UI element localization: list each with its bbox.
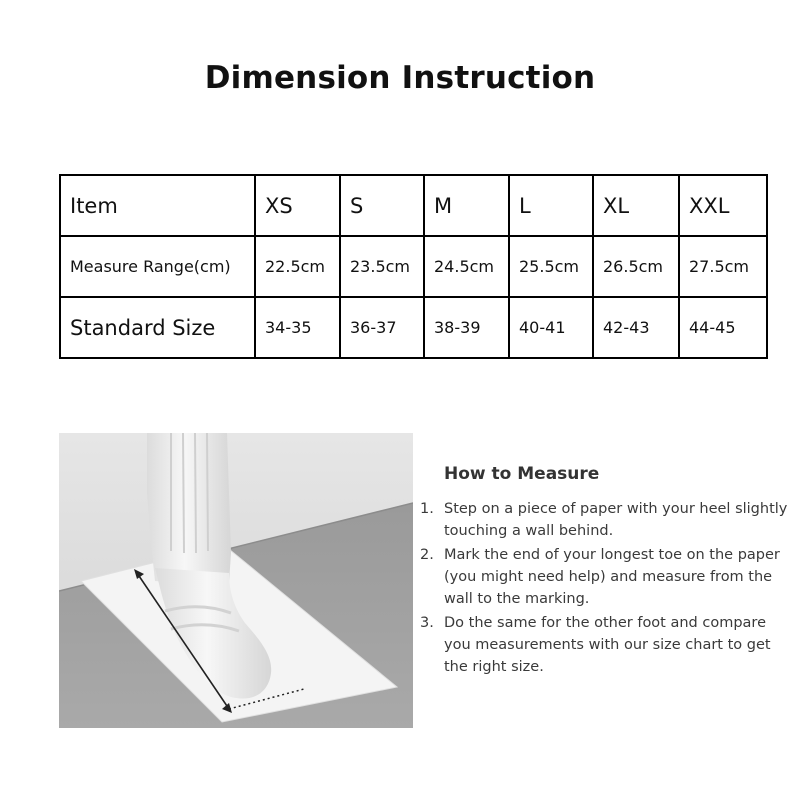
step-text: Mark the end of your longest toe on the paper (you might need help) and measure from the wall to the marking. — [444, 547, 780, 607]
instruction-step-2 — [420, 544, 795, 610]
row-label-standard-size: Standard Size — [60, 297, 255, 358]
table-cell: 34-35 — [255, 297, 340, 358]
table-cell: 44-45 — [679, 297, 767, 358]
table-cell: 25.5cm — [509, 236, 593, 297]
table-cell: 40-41 — [509, 297, 593, 358]
step-text: Do the same for the other foot and compare you measurements with our size chart to get the right size. — [444, 615, 771, 675]
page-title: Dimension Instruction — [204, 60, 596, 96]
table-cell: 24.5cm — [424, 236, 509, 297]
table-cell: 23.5cm — [340, 236, 424, 297]
step-number: 1. — [420, 501, 434, 517]
foot-on-paper-image — [59, 433, 413, 728]
instruction-step-3 — [420, 612, 795, 678]
table-cell: 26.5cm — [593, 236, 679, 297]
header-cell-xl: XL — [593, 175, 679, 236]
header-cell-l: L — [509, 175, 593, 236]
header-cell-m: M — [424, 175, 509, 236]
header-cell-xs: XS — [255, 175, 340, 236]
row-label-measure-range: Measure Range(cm) — [60, 236, 255, 297]
table-cell: 22.5cm — [255, 236, 340, 297]
step-text: Step on a piece of paper with your heel slightly touching a wall behind. — [444, 501, 788, 539]
how-to-measure-section — [420, 464, 795, 680]
header-cell-item: Item — [60, 175, 255, 236]
table-cell: 36-37 — [340, 297, 424, 358]
table-row-standard-size — [60, 297, 767, 358]
instruction-step-1 — [420, 498, 795, 542]
table-cell: 38-39 — [424, 297, 509, 358]
table-cell: 27.5cm — [679, 236, 767, 297]
foot-measure-illustration — [59, 433, 413, 728]
step-number: 3. — [420, 615, 434, 631]
header-cell-xxl: XXL — [679, 175, 767, 236]
instruction-steps — [420, 498, 795, 678]
size-chart-table — [59, 174, 768, 359]
table-cell: 42-43 — [593, 297, 679, 358]
table-row-measure-range — [60, 236, 767, 297]
how-to-measure-title: How to Measure — [444, 464, 600, 484]
header-cell-s: S — [340, 175, 424, 236]
step-number: 2. — [420, 547, 434, 563]
table-header-row — [60, 175, 767, 236]
